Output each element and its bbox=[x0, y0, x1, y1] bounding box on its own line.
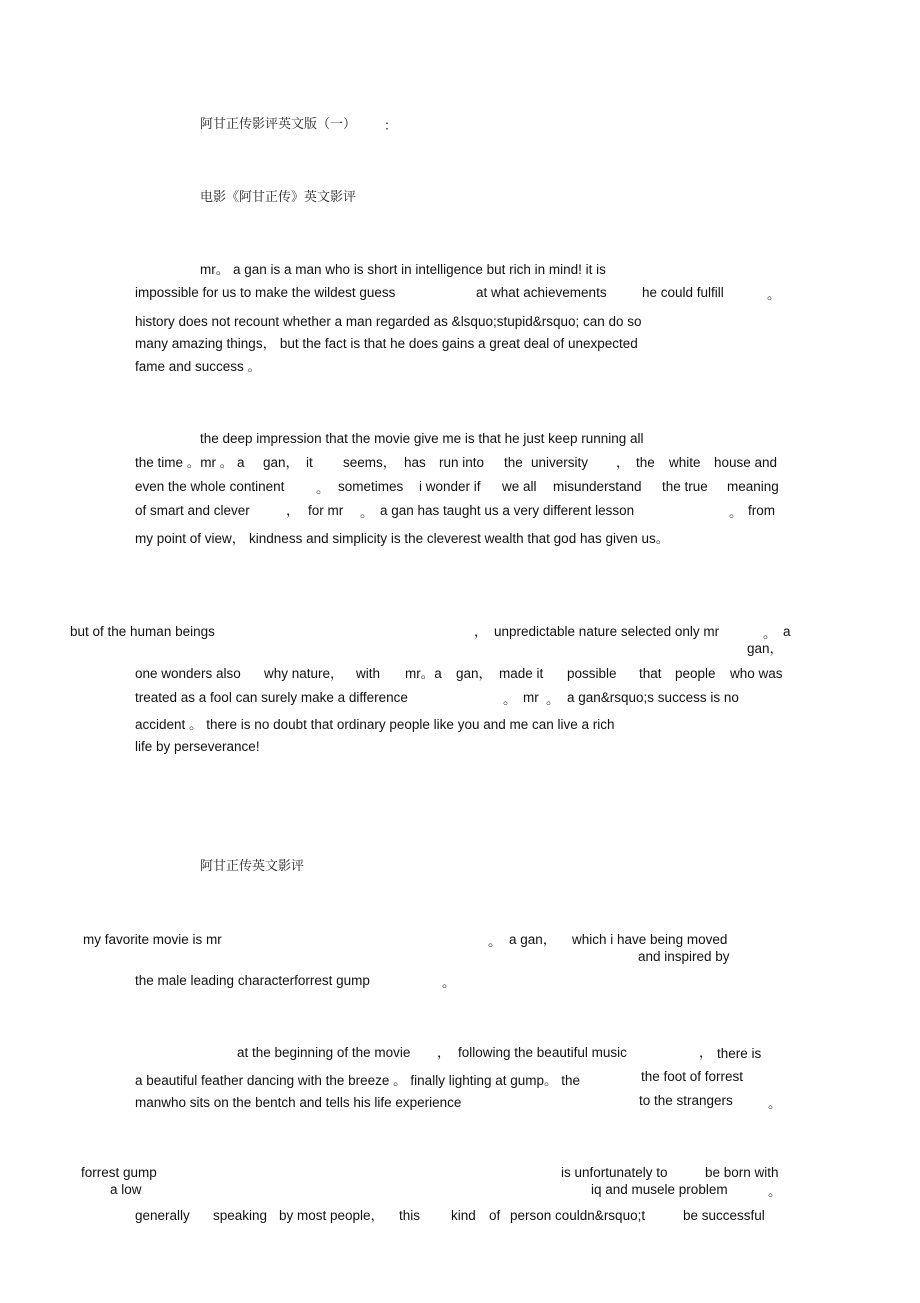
p2-line-3-w2: sometimes bbox=[338, 479, 404, 494]
p2-line-3-w3: i wonder if bbox=[419, 479, 481, 494]
p2-line-3-w6: the true bbox=[662, 479, 708, 494]
p2-line-2-w8: ， bbox=[616, 455, 630, 470]
p2-line-4-w4: a gan has taught us a very different lesson bbox=[380, 503, 635, 518]
p3-line-2-w3: mr。a bbox=[405, 666, 442, 681]
p3-line-5: life by perseverance! bbox=[135, 739, 260, 754]
p3-line-3a: treated as a fool can surely make a difference bbox=[135, 690, 408, 705]
p4-line-1e: and inspired by bbox=[638, 949, 730, 964]
p2-line-2-w11: house and bbox=[714, 455, 778, 470]
p3-line-2-w0: one wonders also bbox=[135, 666, 241, 681]
p2-line-3-w1: 。 bbox=[316, 481, 330, 496]
p1-line-2a: impossible for us to make the wildest guess bbox=[135, 285, 396, 300]
p4-line-1b: 。 bbox=[488, 934, 502, 949]
p2-line-1: the deep impression that the movie give me is that he just keep running all bbox=[200, 431, 644, 446]
p2-line-2-w1: gan， bbox=[263, 455, 300, 470]
p5-line-2a: a beautiful feather dancing with the breeze 。 finally lighting at gump。 the bbox=[135, 1073, 581, 1088]
p5-line-1b: ， bbox=[437, 1045, 451, 1060]
p1-line-4: many amazing things， but the fact is that he does gains a great deal of unexpected bbox=[135, 336, 638, 351]
p3-line-2-w7: that bbox=[639, 666, 662, 681]
p2-line-2-w0: the time 。mr 。 a bbox=[135, 455, 245, 470]
p1-line-3: history does not recount whether a man regarded as &lsquo;stupid&rsquo; can do so bbox=[135, 314, 642, 329]
p3-line-2-w1: why nature， bbox=[264, 666, 344, 681]
p3-line-2-w4: gan， bbox=[456, 666, 493, 681]
p1-line-5: fame and success 。 bbox=[135, 359, 262, 374]
p3-line-2-w9: who was bbox=[730, 666, 783, 681]
p4-line-1c: a gan， bbox=[509, 932, 557, 947]
p2-line-2-w5: run into bbox=[439, 455, 485, 470]
p3-line-2-w5: made it bbox=[499, 666, 544, 681]
p5-line-2b: the foot of forrest bbox=[641, 1069, 744, 1084]
p1-line-2b: at what achievements bbox=[476, 285, 607, 300]
p6-line-2c: 。 bbox=[768, 1184, 782, 1199]
p3-line-2-w6: possible bbox=[567, 666, 617, 681]
section-title-2: 电影《阿甘正传》英文影评 bbox=[200, 190, 357, 205]
p2-line-2-w9: the bbox=[636, 455, 655, 470]
p2-line-4-w1: ， bbox=[286, 503, 300, 518]
p6-line-1c: be born with bbox=[705, 1165, 779, 1180]
p5-line-1d: ， bbox=[699, 1045, 713, 1060]
p6-line-3-w6: person couldn&rsquo;t bbox=[510, 1208, 646, 1223]
section-title-3: 阿甘正传英文影评 bbox=[200, 859, 305, 874]
p4-line-1d: which i have being moved bbox=[572, 932, 728, 947]
p6-line-3-w4: kind bbox=[451, 1208, 476, 1223]
p2-line-2-w7: university bbox=[531, 455, 589, 470]
p6-line-3-w2: by most people， bbox=[279, 1208, 385, 1223]
p2-line-4-w5: 。 bbox=[729, 505, 743, 520]
p3-line-1a: but of the human beings bbox=[70, 624, 215, 639]
p2-line-4-w0: of smart and clever bbox=[135, 503, 250, 518]
p6-line-1a: forrest gump bbox=[81, 1165, 157, 1180]
p1-line-1: mr。 a gan is a man who is short in intelligence but rich in mind! it is bbox=[200, 262, 606, 277]
p2-line-4-w2: for mr bbox=[308, 503, 344, 518]
p6-line-3-w0: generally bbox=[135, 1208, 190, 1223]
p2-line-5: my point of view， kindness and simplicity is the cleverest wealth that god has given us。 bbox=[135, 531, 670, 546]
p3-line-3e: a gan&rsquo;s success is no bbox=[567, 690, 739, 705]
p6-line-3-w5: of bbox=[489, 1208, 501, 1223]
p3-line-1c: unpredictable nature selected only mr bbox=[494, 624, 720, 639]
p1-line-2d: 。 bbox=[767, 287, 781, 302]
p5-line-1a: at the beginning of the movie bbox=[237, 1045, 411, 1060]
p2-line-2-w2: it bbox=[306, 455, 313, 470]
p3-line-3d: 。 bbox=[546, 692, 560, 707]
p3-line-1d: 。 bbox=[763, 626, 777, 641]
p1-line-2c: he could fulfill bbox=[642, 285, 724, 300]
p2-line-4-w6: from bbox=[748, 503, 775, 518]
p2-line-2-w3: seems， bbox=[343, 455, 397, 470]
section-title-1-colon: ： bbox=[384, 119, 398, 134]
p3-line-2-w8: people bbox=[675, 666, 716, 681]
p3-line-1b: ， bbox=[474, 624, 488, 639]
p3-line-3b: 。 bbox=[503, 692, 517, 707]
p6-line-3-w3: this bbox=[399, 1208, 421, 1223]
p2-line-3-w0: even the whole continent bbox=[135, 479, 285, 494]
p6-line-3-w1: speaking bbox=[213, 1208, 268, 1223]
p3-line-1f: gan， bbox=[747, 641, 784, 656]
p3-line-2-w2: with bbox=[356, 666, 381, 681]
p2-line-2-w10: white bbox=[669, 455, 701, 470]
p3-line-3c: mr bbox=[523, 690, 539, 705]
p4-line-2a: the male leading characterforrest gump bbox=[135, 973, 370, 988]
p4-line-1a: my favorite movie is mr bbox=[83, 932, 222, 947]
p6-line-3-w7: be successful bbox=[683, 1208, 765, 1223]
p4-line-2b: 。 bbox=[442, 975, 456, 990]
p2-line-2-w6: the bbox=[504, 455, 523, 470]
p5-line-3a: manwho sits on the bentch and tells his life experience bbox=[135, 1095, 462, 1110]
p2-line-3-w7: meaning bbox=[727, 479, 779, 494]
p5-line-1e: there is bbox=[717, 1046, 762, 1061]
p2-line-2-w4: has bbox=[404, 455, 426, 470]
p3-line-4: accident 。 there is no doubt that ordinary people like you and me can live a rich bbox=[135, 717, 615, 732]
p5-line-3c: 。 bbox=[768, 1096, 782, 1111]
p5-line-1c: following the beautiful music bbox=[458, 1045, 627, 1060]
p5-line-3b: to the strangers bbox=[639, 1093, 733, 1108]
p6-line-2b: iq and musele problem bbox=[591, 1182, 728, 1197]
p2-line-3-w5: misunderstand bbox=[553, 479, 642, 494]
section-title-1: 阿甘正传影评英文版（一） bbox=[200, 117, 357, 132]
p3-line-1e: a bbox=[783, 624, 791, 639]
p6-line-2a: a low bbox=[110, 1182, 142, 1197]
p6-line-1b: is unfortunately to bbox=[561, 1165, 668, 1180]
p2-line-4-w3: 。 bbox=[360, 505, 374, 520]
p2-line-3-w4: we all bbox=[502, 479, 537, 494]
